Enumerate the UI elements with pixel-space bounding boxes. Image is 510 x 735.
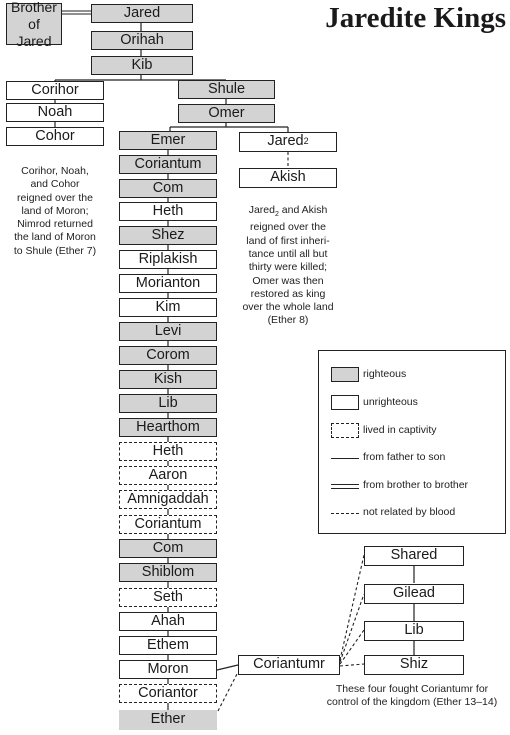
fought-note [318, 683, 506, 710]
king-ethem: Ethem [119, 636, 217, 655]
king-lib-rival: Lib [364, 621, 464, 641]
legend-label-father-son: from father to son [363, 451, 446, 463]
king-hearthom: Hearthom [119, 418, 217, 437]
moron-note-line: reigned over the [17, 191, 93, 204]
akish-note-line: thirty were killed; [248, 261, 328, 274]
king-noah: Noah [6, 103, 104, 122]
king-jared2 [239, 132, 337, 152]
king-heth: Heth [119, 202, 217, 221]
legend-label-captivity: lived in captivity [363, 424, 437, 436]
legend-label-righteous: righteous [363, 368, 407, 380]
king-jared2-subscript: 2 [303, 136, 309, 147]
king-com-second: Com [119, 539, 217, 558]
connector-coriantumr-shiz [340, 664, 364, 666]
king-jared: Jared [91, 4, 193, 23]
akish-note-line: (Ether 8) [267, 314, 309, 327]
connector-moron-coriantumr [217, 665, 238, 670]
akish-note-line: Omer was then [252, 274, 324, 287]
fought-note-line: control of the kingdom (Ether 13–14) [326, 696, 498, 709]
king-coriantumr: Coriantumr [238, 655, 340, 675]
king-shiz: Shiz [364, 655, 464, 675]
king-kim: Kim [119, 298, 217, 317]
connector-coriantumr-gilead [340, 594, 364, 662]
akish-note-first-line: Jared$_2$ and Akish [248, 204, 328, 219]
legend-swatch-unrighteous [331, 395, 359, 410]
king-cohor: Cohor [6, 127, 104, 146]
moron-note-line: the land of Moron [14, 231, 96, 244]
king-com: Com [119, 179, 217, 198]
moron-note-line: and Cohor [30, 178, 80, 191]
akish-note-line: reigned over the [250, 221, 326, 234]
moron-note-line: to Shule (Ether 7) [13, 244, 97, 257]
king-jared2-name: Jared [267, 133, 304, 150]
king-amnigaddah: Amnigaddah [119, 490, 217, 509]
akish-note-line: restored as king [250, 287, 326, 300]
connector-coriantumr-shared [340, 555, 364, 660]
moron-note-line: Nimrod returned [17, 218, 93, 231]
fought-note-line: These four fought Coriantumr for [335, 683, 489, 695]
akish-note-line: tance until all but [248, 247, 328, 260]
king-coriantum-captivity: Coriantum [119, 515, 217, 534]
king-lib: Lib [119, 394, 217, 413]
king-akish: Akish [239, 168, 337, 188]
king-morianton: Morianton [119, 274, 217, 293]
king-corihor: Corihor [6, 81, 104, 100]
king-levi: Levi [119, 322, 217, 341]
legend-label-brother-brother: from brother to brother [363, 479, 469, 491]
king-omer: Omer [178, 104, 275, 123]
king-ahah: Ahah [119, 612, 217, 631]
legend-line-father-son [331, 458, 359, 459]
king-shule: Shule [178, 80, 275, 99]
moron-note-line: Corihor, Noah, [21, 165, 89, 177]
legend-label-not-related: not related by blood [363, 506, 456, 518]
king-shez: Shez [119, 226, 217, 245]
legend-swatch-righteous [331, 367, 359, 382]
legend-swatch-captivity [331, 423, 359, 438]
moron-note [4, 165, 106, 258]
king-shared: Shared [364, 546, 464, 566]
king-riplakish: Riplakish [119, 250, 217, 269]
king-ether: Ether [119, 710, 217, 730]
king-seth: Seth [119, 588, 217, 607]
connector-coriantor-coriantumr [218, 672, 238, 711]
akish-note-body [228, 221, 348, 327]
king-emer: Emer [119, 131, 217, 150]
moron-note-line: land of Moron; [21, 204, 89, 217]
legend-label-unrighteous: unrighteous [363, 396, 418, 408]
akish-note [228, 204, 348, 328]
king-kib: Kib [91, 56, 193, 75]
chart-title: Jaredite Kings [325, 2, 506, 34]
connector-coriantumr-lib [340, 630, 364, 664]
legend [318, 350, 506, 534]
king-aaron: Aaron [119, 466, 217, 485]
king-orihah: Orihah [91, 31, 193, 50]
king-gilead: Gilead [364, 584, 464, 604]
king-corom: Corom [119, 346, 217, 365]
king-moron: Moron [119, 660, 217, 679]
king-shiblom: Shiblom [119, 563, 217, 582]
legend-line-brother-brother [331, 484, 359, 489]
akish-note-line: land of first inheri- [246, 234, 330, 247]
akish-note-line: over the whole land [242, 301, 334, 314]
king-coriantum: Coriantum [119, 155, 217, 174]
legend-line-not-related [331, 513, 359, 514]
king-brother-of-jared: Brother of Jared [6, 3, 62, 45]
king-heth-captivity: Heth [119, 442, 217, 461]
king-kish: Kish [119, 370, 217, 389]
king-coriantor: Coriantor [119, 684, 217, 703]
